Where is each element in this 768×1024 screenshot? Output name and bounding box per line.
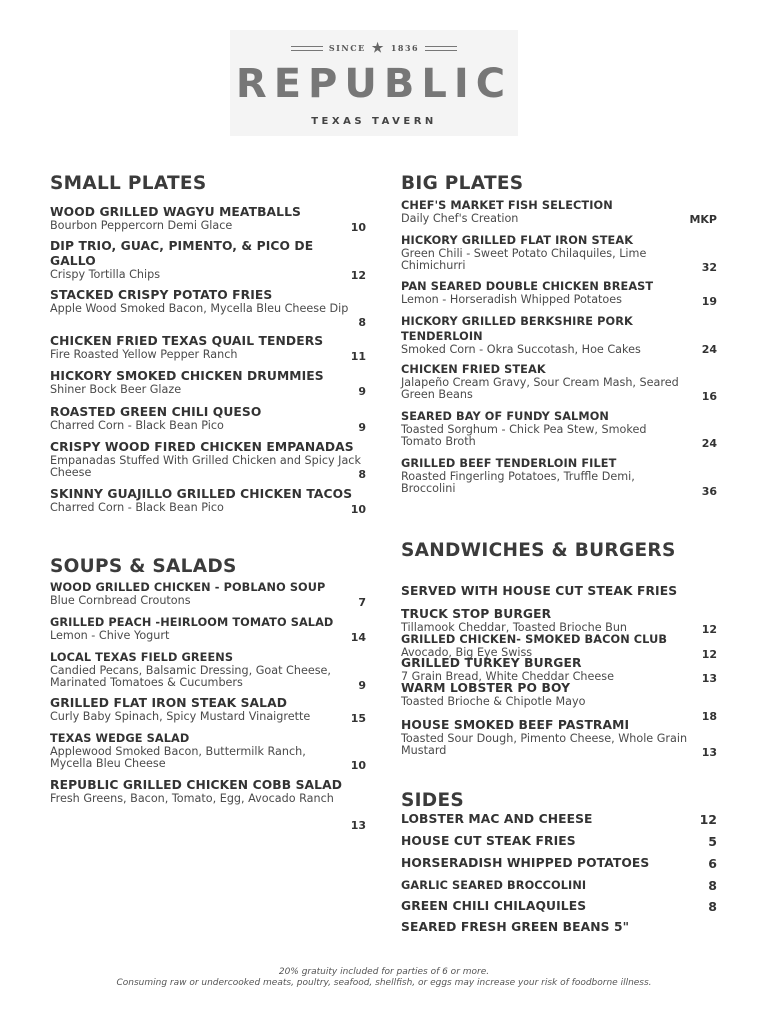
menu-item	[401, 233, 681, 272]
menu-item	[401, 632, 701, 659]
brand-name: REPUBLIC	[235, 61, 513, 107]
item-name: DIP TRIO, GUAC, PIMENTO, & PICO DE GALLO	[50, 239, 314, 268]
gratuity-note: 20% gratuity included for parties of 6 or more.	[278, 967, 490, 977]
item-description: Applewood Smoked Bacon, Buttermilk Ranch, Mycella Bleu Cheese	[50, 745, 306, 770]
item-description: Toasted Sorghum - Chick Pea Stew, Smoked Tomato Broth	[401, 423, 647, 448]
section-title-sides: SIDES	[401, 790, 465, 811]
menu-item	[401, 456, 686, 495]
item-description: Shiner Bock Beer Glaze	[50, 383, 182, 396]
item-price: 10	[350, 503, 366, 516]
item-price: 14	[350, 631, 366, 644]
item-price: 36	[701, 485, 717, 498]
item-name: SEARED FRESH GREEN BEANS 5"	[401, 920, 630, 934]
item-name: CHICKEN FRIED TEXAS QUAIL TENDERS	[50, 334, 324, 348]
item-name: HOUSE CUT STEAK FRIES	[401, 834, 576, 848]
item-price: 6	[708, 856, 717, 871]
menu-item	[401, 718, 701, 757]
item-price: 8	[708, 878, 717, 893]
item-price: 9	[358, 385, 366, 398]
item-price: MKP	[689, 213, 717, 226]
menu-item	[50, 580, 350, 607]
item-name: WARM LOBSTER PO BOY	[401, 681, 571, 695]
item-name: CHICKEN FRIED STEAK	[401, 363, 546, 376]
item-name: GRILLED CHICKEN- SMOKED BACON CLUB	[401, 633, 668, 646]
food-safety-disclaimer: Consuming raw or undercooked meats, poultry, seafood, shellfish, or eggs may increase your risk of foodborne illness.	[116, 978, 652, 988]
item-price: 32	[701, 261, 717, 274]
item-name: GRILLED FLAT IRON STEAK SALAD	[50, 696, 288, 710]
item-name: HICKORY GRILLED BERKSHIRE PORK TENDERLOIN	[401, 315, 633, 343]
item-description: Smoked Corn - Okra Succotash, Hoe Cakes	[401, 343, 641, 356]
item-price: 24	[701, 437, 717, 450]
item-description: Fresh Greens, Bacon, Tomato, Egg, Avocado Ranch	[50, 792, 334, 805]
menu-item	[401, 198, 681, 225]
item-description: Charred Corn - Black Bean Pico	[50, 501, 224, 514]
item-price: 18	[701, 710, 717, 723]
item-name: LOBSTER MAC AND CHEESE	[401, 812, 593, 826]
item-name: SEARED BAY OF FUNDY SALMON	[401, 410, 609, 423]
item-description: Roasted Fingerling Potatoes, Truffle Demi, Broccolini	[401, 470, 635, 495]
item-price: 24	[701, 343, 717, 356]
menu-item	[401, 681, 691, 708]
item-description: Bourbon Peppercorn Demi Glace	[50, 219, 233, 232]
item-name: SKINNY GUAJILLO GRILLED CHICKEN TACOS	[50, 487, 353, 501]
brand-tagline: TEXAS TAVERN	[311, 116, 437, 127]
item-price: 13	[701, 746, 717, 759]
item-name: TEXAS WEDGE SALAD	[50, 732, 190, 745]
item-name: WOOD GRILLED WAGYU MEATBALLS	[50, 205, 301, 219]
menu-item	[50, 205, 350, 232]
section-title-soups-salads: SOUPS & SALADS	[50, 556, 237, 577]
section-title-sandwiches-burgers: SANDWICHES & BURGERS	[401, 540, 676, 561]
section-subtitle	[401, 584, 701, 599]
item-name: REPUBLIC GRILLED CHICKEN COBB SALAD	[50, 778, 343, 792]
item-name: TRUCK STOP BURGER	[401, 607, 552, 621]
menu-item	[50, 440, 368, 479]
item-name: LOCAL TEXAS FIELD GREENS	[50, 651, 234, 664]
item-price: 8	[358, 468, 366, 481]
item-price: 9	[358, 679, 366, 692]
menu-item	[401, 607, 691, 634]
menu-item	[401, 279, 691, 306]
restaurant-logo	[230, 30, 518, 136]
side-item	[401, 899, 661, 914]
menu-item	[401, 362, 716, 401]
item-price: 13	[701, 672, 717, 685]
item-price: 15	[350, 712, 366, 725]
menu-item	[50, 487, 370, 514]
served-with-note: SERVED WITH HOUSE CUT STEAK FRIES	[401, 584, 678, 598]
item-price: 10	[350, 759, 366, 772]
item-description: Toasted Brioche & Chipotle Mayo	[401, 695, 586, 708]
item-name: PAN SEARED DOUBLE CHICKEN BREAST	[401, 280, 654, 293]
menu-item	[50, 334, 360, 361]
divider	[425, 46, 457, 51]
item-price: 13	[350, 819, 366, 832]
item-name: HORSERADISH WHIPPED POTATOES	[401, 856, 650, 870]
item-price: 9	[358, 421, 366, 434]
item-description: Lemon - Horseradish Whipped Potatoes	[401, 293, 622, 306]
item-price: 12	[701, 648, 717, 661]
menu-item	[50, 288, 365, 315]
menu-item	[50, 731, 350, 770]
menu-item	[401, 409, 686, 448]
item-description: Avocado, Big Eye Swiss	[401, 646, 533, 659]
item-description: Tillamook Cheddar, Toasted Brioche Bun	[401, 621, 627, 634]
logo-since-line	[230, 40, 518, 56]
item-name: GRILLED BEEF TENDERLOIN FILET	[401, 457, 617, 470]
item-price: 12	[701, 623, 717, 636]
item-name: HICKORY SMOKED CHICKEN DRUMMIES	[50, 369, 324, 383]
star-icon: ★	[371, 40, 385, 56]
item-name: CRISPY WOOD FIRED CHICKEN EMPANADAS	[50, 440, 354, 454]
menu-item	[401, 656, 691, 683]
divider	[291, 46, 323, 51]
item-name: STACKED CRISPY POTATO FRIES	[50, 288, 273, 302]
item-description: 7 Grain Bread, White Cheddar Cheese	[401, 670, 614, 683]
item-name: GRILLED TURKEY BURGER	[401, 656, 582, 670]
since-label: SINCE	[328, 43, 366, 53]
menu-item	[50, 696, 368, 723]
item-price: 12	[699, 812, 717, 827]
item-price: 10	[350, 221, 366, 234]
item-description: Fire Roasted Yellow Pepper Ranch	[50, 348, 238, 361]
item-description: Empanadas Stuffed With Grilled Chicken and Spicy Jack Cheese	[50, 454, 361, 479]
item-price: 8	[708, 899, 717, 914]
item-price: 5	[708, 834, 717, 849]
side-item	[401, 920, 691, 935]
side-item	[401, 878, 661, 893]
item-price: 11	[350, 350, 366, 363]
item-name: GREEN CHILI CHILAQUILES	[401, 899, 587, 913]
item-description: Curly Baby Spinach, Spicy Mustard Vinaigrette	[50, 710, 311, 723]
item-description: Green Chili - Sweet Potato Chilaquiles, Lime Chimichurri	[401, 247, 647, 272]
item-price: 8	[358, 316, 366, 329]
menu-item	[50, 239, 340, 281]
section-title-big-plates: BIG PLATES	[401, 173, 524, 194]
item-name: HICKORY GRILLED FLAT IRON STEAK	[401, 234, 634, 247]
item-price: 12	[350, 269, 366, 282]
item-description: Blue Cornbread Croutons	[50, 594, 191, 607]
item-description: Apple Wood Smoked Bacon, Mycella Bleu Cheese Dip	[50, 302, 349, 315]
item-name: WOOD GRILLED CHICKEN - POBLANO SOUP	[50, 581, 326, 594]
item-description: Daily Chef's Creation	[401, 212, 519, 225]
item-name: CHEF'S MARKET FISH SELECTION	[401, 199, 613, 212]
menu-item	[50, 650, 365, 689]
item-name: GRILLED PEACH -HEIRLOOM TOMATO SALAD	[50, 616, 334, 629]
side-item	[401, 812, 661, 827]
section-title-small-plates: SMALL PLATES	[50, 173, 207, 194]
since-year: 1836	[390, 43, 420, 53]
side-item	[401, 834, 661, 849]
item-name: ROASTED GREEN CHILI QUESO	[50, 405, 262, 419]
side-item	[401, 856, 671, 871]
item-price: 16	[701, 390, 717, 403]
menu-item	[50, 778, 350, 805]
menu-item	[401, 314, 671, 356]
item-name: GARLIC SEARED BROCCOLINI	[401, 879, 587, 892]
item-price: 19	[701, 295, 717, 308]
item-description: Toasted Sour Dough, Pimento Cheese, Whole Grain Mustard	[401, 732, 688, 757]
item-price: 7	[358, 596, 366, 609]
menu-item	[50, 369, 360, 396]
menu-item	[50, 405, 360, 432]
item-description: Candied Pecans, Balsamic Dressing, Goat Cheese, Marinated Tomatoes & Cucumbers	[50, 664, 331, 689]
menu-item	[50, 615, 355, 642]
item-description: Crispy Tortilla Chips	[50, 268, 161, 281]
item-description: Lemon - Chive Yogurt	[50, 629, 170, 642]
item-description: Charred Corn - Black Bean Pico	[50, 419, 224, 432]
item-name: HOUSE SMOKED BEEF PASTRAMI	[401, 718, 630, 732]
item-description: Jalapeño Cream Gravy, Sour Cream Mash, Seared Green Beans	[401, 376, 679, 401]
